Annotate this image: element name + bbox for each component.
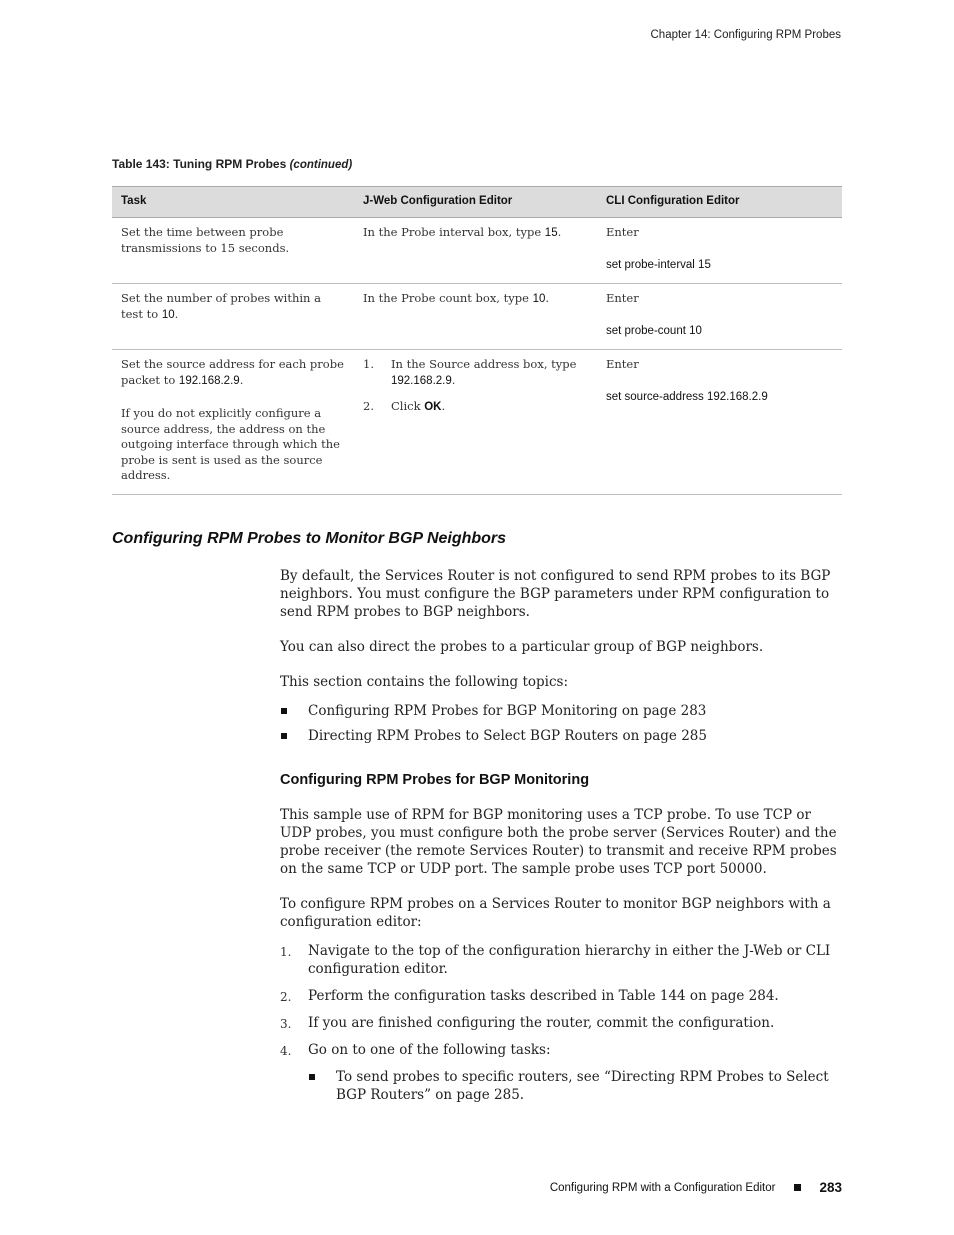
subsection-title: Configuring RPM Probes for BGP Monitoring (280, 772, 590, 788)
square-bullet-icon (281, 733, 287, 739)
task-cell (112, 350, 354, 495)
step-text: If you are finished configuring the router, commit the configuration. (308, 1015, 775, 1031)
column-header-jweb: J-Web Configuration Editor (354, 187, 597, 218)
table-row (112, 350, 842, 495)
step-text: Navigate to the top of the configuration hierarchy in either the J-Web or CLI configuration editor. (308, 943, 831, 977)
cli-enter: Enter (606, 357, 639, 371)
table-row (112, 218, 842, 284)
jweb-suffix: . (557, 225, 562, 239)
task-cell (112, 218, 354, 284)
jweb-step (363, 399, 588, 416)
step-suffix: . (441, 399, 446, 413)
cli-command: set probe-interval 15 (606, 258, 711, 271)
table-header-row (112, 187, 842, 218)
step-number: 1. (280, 945, 292, 959)
page-number: 283 (819, 1180, 842, 1195)
step-text: Click (391, 399, 425, 413)
paragraph: To configure RPM probes on a Services Router to monitor BGP neighbors with a configuration editor: (280, 896, 831, 930)
column-header-cli: CLI Configuration Editor (597, 187, 842, 218)
jweb-instruction (363, 225, 588, 242)
task-value: 192.168.2.9 (178, 374, 240, 387)
paragraph: This section contains the following topics: (280, 674, 568, 690)
square-bullet-icon (281, 708, 287, 714)
cli-command: set source-address 192.168.2.9 (606, 390, 768, 403)
task-note: If you do not explicitly configure a source address, the address on the outgoing interface through which the probe is sent is used as the source address. (121, 406, 340, 482)
step-suffix: . (451, 372, 456, 387)
topic-list (280, 702, 842, 745)
task-text-prefix: Set the source address for each probe packet to (121, 357, 344, 387)
jweb-steps (363, 357, 588, 416)
table-row (112, 284, 842, 350)
step-number: 4. (280, 1044, 292, 1058)
jweb-value: 15 (544, 227, 558, 239)
jweb-text: In the Probe count box, type (363, 291, 533, 305)
sub-bullet-item[interactable] (308, 1068, 842, 1104)
jweb-step (363, 357, 588, 389)
step-number: 3. (280, 1017, 292, 1031)
task-text (121, 357, 345, 389)
task-suffix: . (239, 372, 244, 387)
procedure-step (280, 942, 842, 978)
jweb-value: 10 (532, 293, 546, 305)
topic-link-bgp-monitoring[interactable] (280, 702, 842, 720)
task-text (121, 291, 345, 323)
table-caption-suffix: (continued) (289, 159, 353, 171)
paragraph: By default, the Services Router is not configured to send RPM probes to its BGP neighbors. You must configure the BGP parameters under RPM configuration to send RPM probes to BGP neighbors. (280, 568, 831, 620)
step-text: Perform the configuration tasks described in Table 144 on page 284. (308, 988, 779, 1004)
jweb-cell (354, 284, 597, 350)
table-caption (112, 157, 352, 171)
jweb-suffix: . (545, 291, 550, 305)
jweb-cell (354, 350, 597, 495)
step-value: OK (424, 401, 442, 413)
procedure-step (280, 1041, 842, 1104)
square-separator-icon (794, 1184, 801, 1191)
table-caption-title: Table 143: Tuning RPM Probes (112, 157, 287, 171)
sub-bullet-text: To send probes to specific routers, see “Directing RPM Probes to Select BGP Routers” on page 285. (336, 1069, 829, 1103)
cli-cell (597, 350, 842, 495)
jweb-instruction (363, 291, 588, 308)
step-number: 1. (363, 357, 374, 371)
jweb-text: In the Probe interval box, type (363, 225, 545, 239)
topic-label: Directing RPM Probes to Select BGP Routers on page 285 (308, 728, 707, 744)
task-cell (112, 284, 354, 350)
cli-cell (597, 218, 842, 284)
task-suffix: . (174, 306, 179, 321)
jweb-cell (354, 218, 597, 284)
tuning-rpm-probes-table (112, 186, 842, 495)
topic-label: Configuring RPM Probes for BGP Monitoring on page 283 (308, 703, 707, 719)
page-footer (550, 1180, 842, 1195)
topic-link-directing-probes[interactable] (280, 727, 842, 745)
cli-command: set probe-count 10 (606, 324, 702, 337)
procedure-step (280, 987, 842, 1005)
task-text: Set the time between probe transmissions to 15 seconds. (121, 225, 290, 255)
sub-bullet-list (308, 1068, 842, 1104)
procedure-step (280, 1014, 842, 1032)
procedure-steps (280, 942, 842, 1104)
step-number: 2. (363, 399, 374, 413)
square-bullet-icon (309, 1074, 315, 1080)
step-value: 192.168.2.9 (391, 374, 452, 387)
paragraph: You can also direct the probes to a particular group of BGP neighbors. (280, 639, 764, 655)
running-header: Chapter 14: Configuring RPM Probes (650, 29, 841, 41)
task-value: 10 (161, 308, 175, 321)
task-text-prefix: Set the number of probes within a test to (121, 291, 321, 321)
footer-text: Configuring RPM with a Configuration Editor (549, 1181, 776, 1194)
step-number: 2. (280, 990, 292, 1004)
section-body (280, 567, 842, 1113)
section-title: Configuring RPM Probes to Monitor BGP Neighbors (112, 530, 507, 547)
cli-enter: Enter (606, 225, 639, 239)
step-text: Go on to one of the following tasks: (308, 1042, 551, 1058)
paragraph: This sample use of RPM for BGP monitoring uses a TCP probe. To use TCP or UDP probes, you must configure both the probe server (Services Router) and the probe receiver (the remote Services Router) to transmit and receive RPM probes on the same TCP or UDP port. The sample probe uses TCP port 50000. (280, 807, 837, 877)
column-header-task: Task (112, 187, 354, 218)
step-text: In the Source address box, type (391, 357, 577, 371)
cli-enter: Enter (606, 291, 639, 305)
cli-cell (597, 284, 842, 350)
